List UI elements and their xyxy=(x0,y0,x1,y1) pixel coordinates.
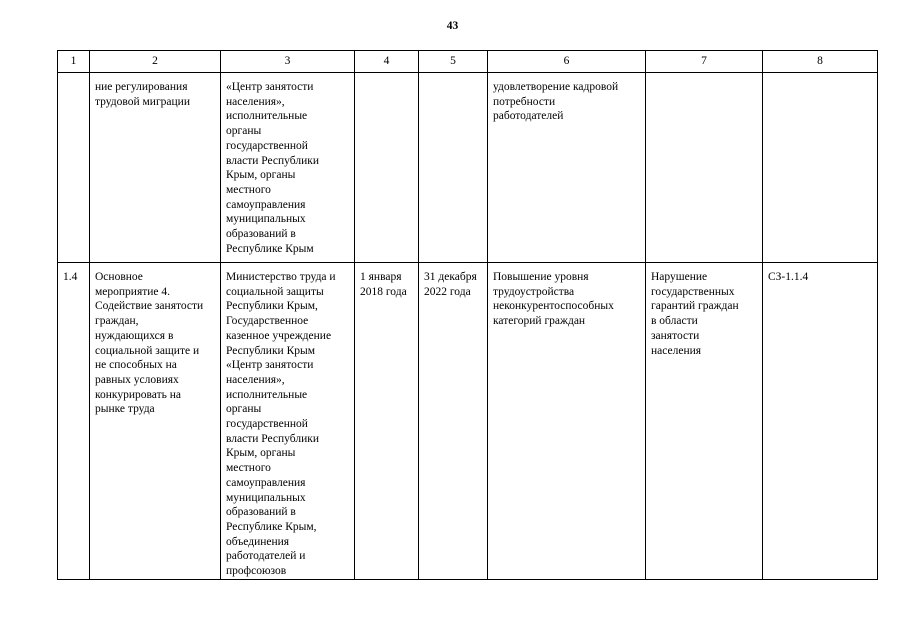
table-cell-executor: Министерство труда и социальной защиты Республики Крым, Государственное казенное учреждение Республики Крым «Центр занятости населения», исполнительные органы государственной власти Республики Крым, органы местного самоуправления муниципальных образований в Республике Крым, объединения работодателей и профсоюзов xyxy=(221,263,355,580)
table-cell-indicator: СЗ-1.1.4 xyxy=(763,263,878,580)
table-cell-expected-result: удовлетворение кадровой потребности работодателей xyxy=(488,73,646,263)
table-cell-measure: ние регулирования трудовой миграции xyxy=(90,73,221,263)
table-cell-start-date: 1 января 2018 года xyxy=(355,263,419,580)
table-cell-number: 1.4 xyxy=(58,263,90,580)
table-row xyxy=(58,263,878,580)
column-header-4: 4 xyxy=(355,51,419,73)
table-cell-indicator xyxy=(763,73,878,263)
table-row xyxy=(58,73,878,263)
table-cell-number xyxy=(58,73,90,263)
column-header-6: 6 xyxy=(488,51,646,73)
table-cell-end-date xyxy=(419,73,488,263)
column-header-5: 5 xyxy=(419,51,488,73)
table-header-row xyxy=(58,51,878,73)
table-cell-measure: Основное мероприятие 4. Содействие занятости граждан, нуждающихся в социальной защите и не способных на равных условиях конкурировать на рынке труда xyxy=(90,263,221,580)
table-cell-consequences xyxy=(646,73,763,263)
table-cell-consequences: Нарушение государственных гарантий граждан в области занятости населения xyxy=(646,263,763,580)
table-cell-start-date xyxy=(355,73,419,263)
column-header-1: 1 xyxy=(58,51,90,73)
data-table xyxy=(57,50,878,580)
column-header-7: 7 xyxy=(646,51,763,73)
table-cell-end-date: 31 декабря 2022 года xyxy=(419,263,488,580)
table-cell-expected-result: Повышение уровня трудоустройства неконкурентоспособных категорий граждан xyxy=(488,263,646,580)
table-cell-executor: «Центр занятости населения», исполнительные органы государственной власти Республики Крым, органы местного самоуправления муниципальных образований в Республике Крым xyxy=(221,73,355,263)
column-header-3: 3 xyxy=(221,51,355,73)
page-number: 43 xyxy=(446,20,459,32)
column-header-8: 8 xyxy=(763,51,878,73)
column-header-2: 2 xyxy=(90,51,221,73)
